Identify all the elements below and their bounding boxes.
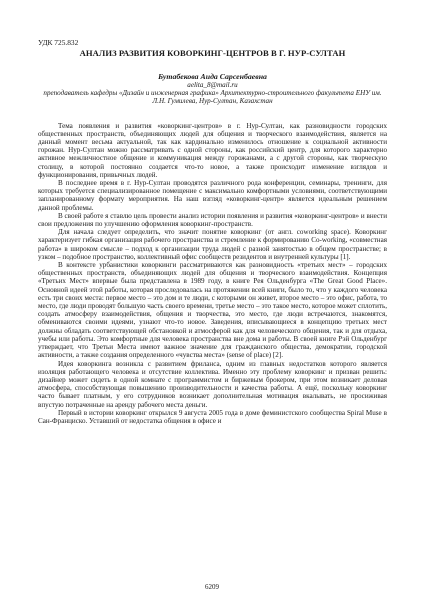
article-body [38,122,387,426]
body-paragraph: Первый в истории коворкинг открылся 9 августа 2005 года в доме феминистского сообщества Spiral Muse в Сан-Франциско. Уставший от недостатка общения в офисе и [38,408,387,425]
page-number: 6209 [205,583,219,591]
body-paragraph: Идея коворкинга возникла с развитием фриланса, одним из главных недостатков которого является изоляция работающего человека и отсутствие коллектива. Именно эту проблему коворкинг и призван решить: дизайнер может сидеть в одной комнате с программистом и биржевым брокером, при этом возникает деловая атмосфера, способствующая повышению производительности и качества работы. А ещё, поскольку коворкинг часто бывает платным, у его сотрудников возникает дополнительная мотивация вкалывать, не просиживая впустую потраченные на аренду рабочего места деньги. [38,359,387,409]
body-paragraph: В контексте урбанистики коворкинги рассматриваются как разновидность «третьих мест» – городских общественных пространств, объединяющих людей для общения и творческого взаимодействия. Концепция «Третьих Мест» впервые была представлена в 1989 году, в книге Рея Ольденбурга «The Great Good Place». Основной идеей этой работы, которая проследовалась на протяжении всей книги, было то, что у каждого человека есть три своих места: первое место – это дом и те люди, с которыми он живет, второе место – это офис, работа, то место, где люди проводят большую часть своего времени, третье место – это такое место, которое может сплотить, создать атмосферу взаимодействия, общения и творчества, это место, где люди встречаются, знакомятся, обмениваются своими идеями, узнают что-то новое. Заведения, вписывающиеся в концепцию третьих мест должны обладать соответствующей обстановкой и атмосферой как для человеческого общения, так и для отдыха, учебы или работы. Это комфортные для человека пространства вне дома и работы. В своей книге Рэй Ольденбург утверждает, что Третьи Места имеют важное значение для гражданского общества, демократии, городской активности, а также создания определенного «чувства места» (sense of place) [2]. [38,261,387,360]
author-name: Бутабекова Аида Сарсенбаевна [158,72,267,81]
body-paragraph: Тема появления и развития «коворкинг-центров» в г. Нур-Султан, как разновидности городских общественных пространств, объединяющих людей для общения и творческого взаимодействия, является на данный момент весьма актуальной, так как кардинально изменилось отношение к социальной активности горожан. Нур-Султан можно рассматривать с одной стороны, как российский центр, для которого характерно активное межличностное общение и коммуникация между горожанами, а с другой стороны, как творческую столицу, в которой постоянно создается что-то новое, а также происходит изменение взглядов и функционирования, привычных людей. [38,121,387,179]
body-paragraph: Для начала следует определить, что значит понятие коворкинг (от англ. coworking space). Коворкинг характеризует гибкая организация рабочего пространства и стремление к формированию Co-working, «совместная работа» в широком смысле – подход к организации труда людей с разной занятостью в общем пространстве; в узком – подобное пространство, коллективный офис сообществ резидентов и внутренней культуры [1]. [38,228,387,261]
author-affiliation: преподаватель кафедры «Дизайн и инженерная графика» Архитектурно-строительного факультета ЕНУ им. Л.Н. Гумилева, Нур-Султан, Казахстан [43,89,382,106]
body-paragraph: В своей работе я ставлю цель провести анализ истории появления и развития «коворкинг-центров» и внести свои предложения по улучшению оформления коворкинг-пространств. [38,211,387,229]
body-paragraph: В последнее время в г. Нур-Султан проводятся различного рода конференции, семинары, тренинги, для которых требуется специализированное помещение с максимально комфортными условиями, соответствующими запланированному формату мероприятия. На наш взгляд «коворкинг-центр» является идеальным решением данной проблемы. [38,179,387,212]
udk-code: УДК 725.832 [38,38,79,47]
article-title: АНАЛИЗ РАЗВИТИЯ КОВОРКИНГ-ЦЕНТРОВ В Г. НУР-СУЛТАН [79,48,346,58]
author-email[interactable]: aelita_8@mail.ru [187,81,238,89]
